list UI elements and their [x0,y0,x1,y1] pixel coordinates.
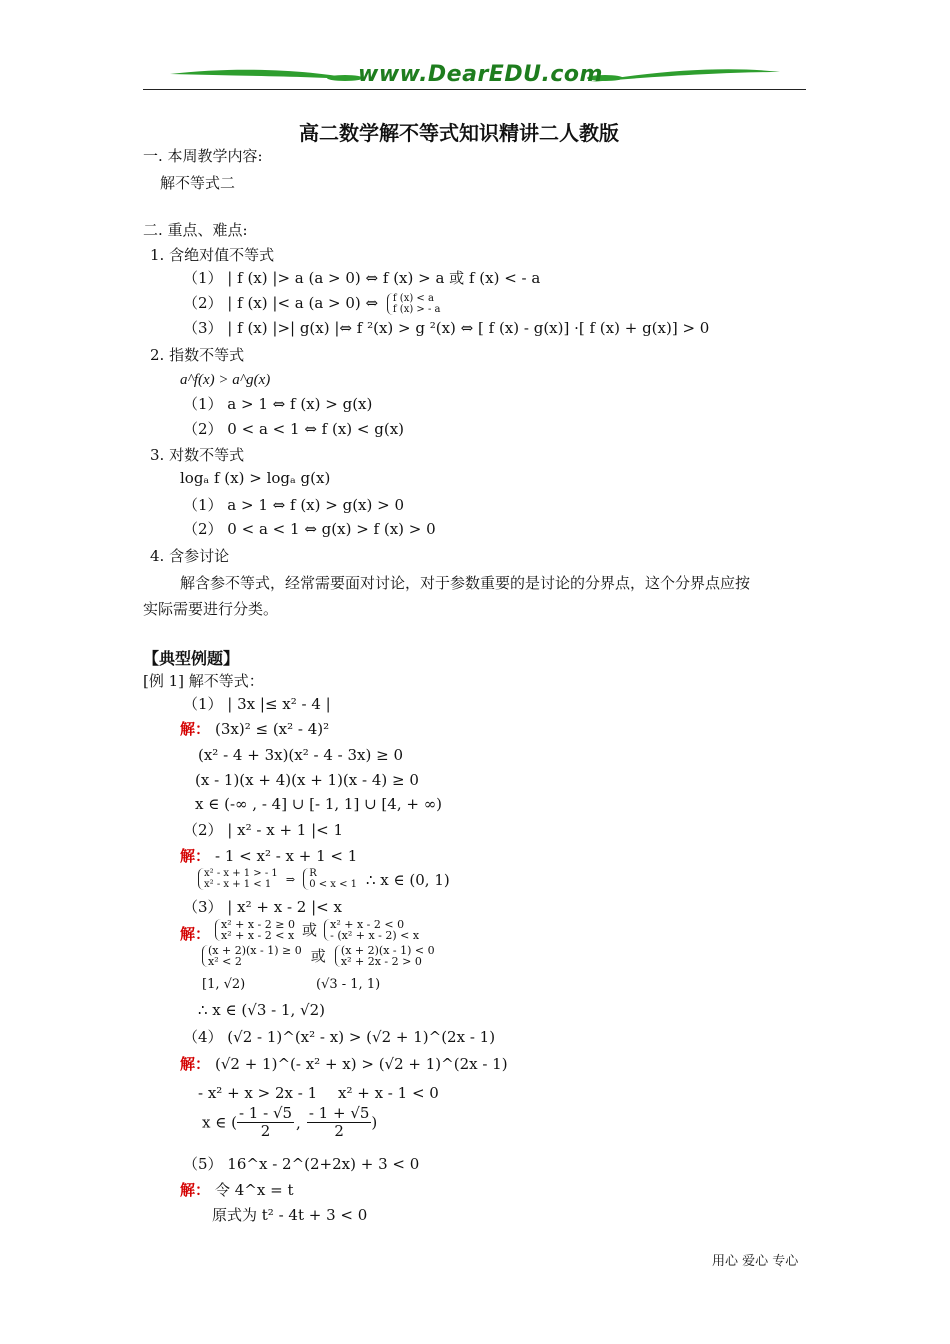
answer-3-row1 [215,919,419,941]
topic-param-heading: 4. 含参讨论 [150,547,230,565]
solve-label-5: 解： [180,1181,211,1199]
solve-label-2: 解： [180,847,211,865]
answer-4-comma: , [296,1113,301,1132]
answer-3-s1-bot: x² + x - 2 < x [221,929,295,942]
abs-rule-2-lhs: （2） | f (x) |< a (a > 0) ⇔ [183,294,379,312]
answer-5-step2: 原式为 t² - 4t + 3 < 0 [212,1206,368,1224]
or-word-1: 或 [302,921,318,939]
question-4: （4） (√2 - 1)^(x² - x) > (√2 + 1)^(2x - 1) [183,1028,496,1046]
solve-label-1: 解： [180,720,211,738]
solve-label-3: 解： [180,925,211,943]
question-2: （2） | x² - x + 1 |< 1 [183,821,344,839]
solve-label-4: 解： [180,1055,211,1073]
answer-4-step2b: x² + x - 1 < 0 [338,1084,439,1102]
answer-2-system-right [303,868,357,890]
answer-3-result: ∴ x ∈ (√3 - 1, √2) [198,1001,326,1019]
answer-5-step1: 令 4^x = t [215,1181,294,1199]
examples-heading: 【典型例题】 [143,649,240,668]
answer-3-system-3 [202,945,302,967]
answer-3-system-4 [335,945,435,967]
answer-4-prefix: x ∈ ( [202,1113,237,1132]
answer-3-s3-bot: x² < 2 [208,955,242,968]
abs-rule-2-system [387,293,441,315]
answer-3-s1-top: x² + x - 2 ≥ 0 [221,918,295,931]
exp-rule-2: （2） 0 < a < 1 ⇔ f (x) < g(x) [183,420,405,438]
topic-exponential-heading: 2. 指数不等式 [150,346,245,364]
question-1: （1） | 3x |≤ x² - 4 | [183,695,331,713]
answer-2-sys-top: x² - x + 1 > - 1 [204,868,278,879]
answer-3-s4-top: (x + 2)(x - 1) < 0 [340,944,435,957]
section-heading-keypoints: 二. 重点、难点: [143,221,248,239]
answer-4-num-1: - 1 - √5 [238,1104,293,1122]
footer-text: 用心 爱心 专心 [712,1254,799,1269]
question-5: （5） 16^x - 2^(2+2x) + 3 < 0 [183,1155,420,1173]
answer-3-s4-bot: x² + 2x - 2 > 0 [340,955,422,968]
abs-rule-3: （3） | f (x) |>| g(x) |⇔ f ²(x) > g ²(x) ⇔ [ f (x) - g(x)] ·[ f (x) + g(x)] > 0 [183,319,710,337]
answer-3-system-1 [215,919,295,941]
answer-4-step2a: - x² + x > 2x - 1 [198,1084,318,1102]
answer-1-step2: (x² - 4 + 3x)(x² - 4 - 3x) ≥ 0 [198,746,404,764]
question-3: （3） | x² + x - 2 |< x [183,898,342,916]
implies-arrow: ⇒ [285,872,296,886]
header-logo-text: www.DearEDU.com [358,62,603,87]
answer-3-system-2 [324,919,419,941]
abs-rule-2 [183,293,440,315]
answer-1-step1: (3x)² ≤ (x² - 4)² [215,720,330,738]
answer-2-step1: - 1 < x² - x + 1 < 1 [215,847,358,865]
answer-4-den-1: 2 [260,1122,271,1140]
answer-4-num-2: - 1 + √5 [308,1104,370,1122]
answer-1-step3: (x - 1)(x + 4)(x + 1)(x - 4) ≥ 0 [195,771,419,789]
answer-2-result: ∴ x ∈ (0, 1) [366,871,450,889]
answer-3-interval-2: (√3 - 1, 1) [316,977,381,992]
answer-3-s2-bot: - (x² + x - 2) < x [330,929,420,942]
log-rule-2: （2） 0 < a < 1 ⇔ g(x) > f (x) > 0 [183,520,436,538]
header-rule [143,89,806,90]
log-rule-1: （1） a > 1 ⇔ f (x) > g(x) > 0 [183,496,405,514]
answer-3-interval-1: [1, √2) [202,977,246,992]
answer-2-sys-bot: x² - x + 1 < 1 [204,879,272,890]
abs-rule-2-top: f (x) < a [392,293,434,304]
answer-4-den-2: 2 [334,1122,344,1140]
answer-3-row2 [202,945,435,967]
exp-main: a^f(x) > a^g(x) [180,372,271,388]
answer-2-system-left [198,868,278,890]
answer-4-fraction-2 [307,1105,372,1140]
param-body-line1: 解含参不等式，经常需要面对讨论，对于参数重要的是讨论的分界点，这个分界点应按 [180,574,751,592]
answer-4-result [202,1105,377,1140]
answer-4-fraction-1 [237,1105,294,1140]
answer-2-res-bot: 0 < x < 1 [309,879,358,890]
document-title: 高二数学解不等式知识精讲二人教版 [299,121,619,145]
example-1-heading: [例 1] 解不等式： [143,672,264,690]
abs-rule-1: （1） | f (x) |> a (a > 0) ⇔ f (x) > a 或 f (x) < - a [183,269,541,287]
answer-1-result: x ∈ (-∞ , - 4] ∪ [- 1, 1] ∪ [4, + ∞) [195,795,443,813]
topic-log-heading: 3. 对数不等式 [150,446,245,464]
answer-2-system [198,868,357,890]
section-heading-content: 一. 本周教学内容: [143,147,263,165]
log-main: logₐ f (x) > logₐ g(x) [180,469,331,487]
exp-rule-1: （1） a > 1 ⇔ f (x) > g(x) [183,395,373,413]
abs-rule-2-bot: f (x) > - a [392,304,441,315]
answer-4-step1: (√2 + 1)^(- x² + x) > (√2 + 1)^(2x - 1) [215,1055,508,1073]
or-word-2: 或 [310,947,326,965]
answer-2-res-top: R [309,868,317,879]
section-body-content: 解不等式二 [160,174,236,192]
right-swoosh-shape [590,69,780,82]
topic-absolute-heading: 1. 含绝对值不等式 [150,246,275,264]
param-body-line2: 实际需要进行分类。 [143,600,279,618]
answer-3-s2-top: x² + x - 2 < 0 [330,918,405,931]
answer-4-suffix: ) [371,1113,378,1132]
answer-3-s3-top: (x + 2)(x - 1) ≥ 0 [208,944,302,957]
